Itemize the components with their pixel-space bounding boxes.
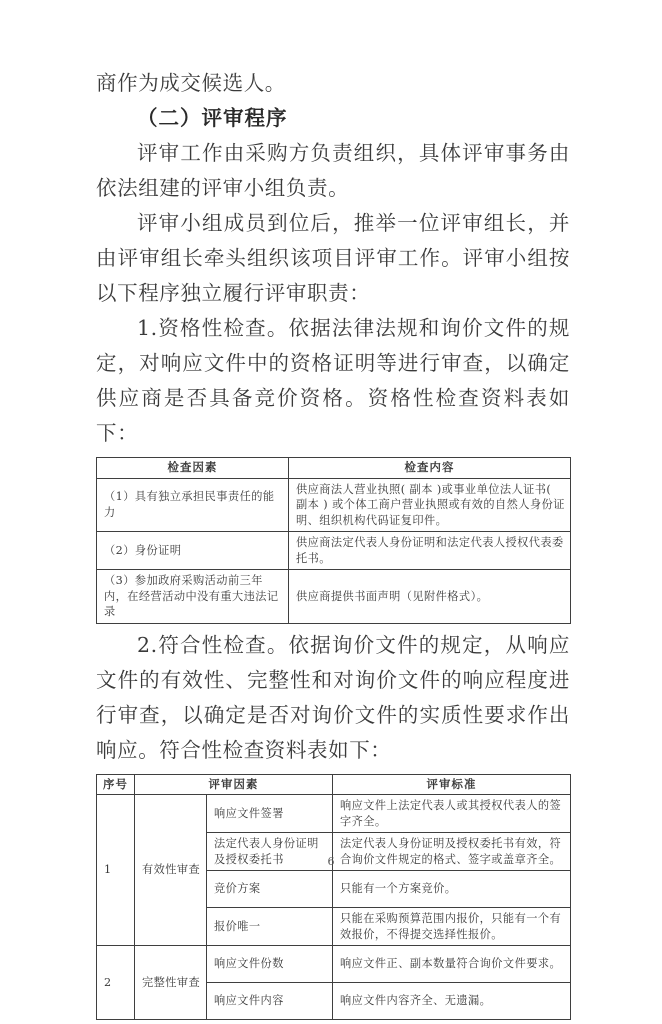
table-row <box>97 532 571 570</box>
table-header-row <box>97 774 571 795</box>
paragraph-compliance-check: 2.符合性检查。依据询价文件的规定，从响应文件的有效性、完整性和对询价文件的响应程度进行审查，以确定是否对询价文件的实质性要求作出响应。符合性检查资料表如下： <box>96 632 570 762</box>
table-row <box>97 795 571 833</box>
column-header-check-content: 检查内容 <box>289 458 571 479</box>
cell-review-factor: 响应文件内容 <box>207 983 333 1020</box>
cell-review-criteria: 只能在采购预算范围内报价，只能有一个有效报价，不得提交选择性报价。 <box>333 908 571 946</box>
cell-check-factor: （1）具有独立承担民事责任的能力 <box>97 478 289 532</box>
cell-check-content: 供应商法人营业执照( 副本 )或事业单位法人证书( 副本 ) 或个体工商户营业执照或有效的自然人身份证明、组织机构代码证复印件。 <box>289 478 571 532</box>
cell-review-criteria: 响应文件上法定代表人或其授权代表人的签字齐全。 <box>333 795 571 833</box>
table-row <box>97 946 571 983</box>
cell-review-category: 有效性审查 <box>135 795 207 946</box>
cell-review-category: 完整性审查 <box>135 946 207 1020</box>
paragraph-continuation: 商作为成交候选人。 <box>96 71 286 95</box>
cell-review-factor: 法定代表人身份证明及授权委托书 <box>207 833 333 871</box>
section-heading-evaluation-procedure: （二）评审程序 <box>137 106 288 130</box>
table-row <box>97 570 571 624</box>
column-header-check-factor: 检查因素 <box>97 458 289 479</box>
cell-review-criteria: 只能有一个方案竞价。 <box>333 871 571 908</box>
paragraph-evaluation-leader: 评审小组成员到位后，推举一位评审组长，并由评审组长牵头组织该项目评审工作。评审小组按以下程序独立履行评审职责： <box>96 211 570 305</box>
column-header-review-criteria: 评审标准 <box>333 774 571 795</box>
qualification-check-table <box>96 457 571 624</box>
cell-check-content: 供应商提供书面声明（见附件格式）。 <box>289 570 571 624</box>
page-number: 6 <box>327 855 335 868</box>
cell-serial-number: 1 <box>97 795 135 946</box>
column-header-review-factor: 评审因素 <box>135 774 333 795</box>
paragraph-qualification-check: 1.资格性检查。依据法律法规和询价文件的规定，对响应文件中的资格证明等进行审查，以确定供应商是否具备竞价资格。资格性检查资料表如下： <box>96 316 570 445</box>
paragraph-evaluation-organization: 评审工作由采购方负责组织，具体评审事务由依法组建的评审小组负责。 <box>96 141 570 200</box>
table-header-row <box>97 458 571 479</box>
cell-review-criteria: 响应文件内容齐全、无遗漏。 <box>333 983 571 1020</box>
table-row <box>97 478 571 532</box>
cell-review-factor: 响应文件份数 <box>207 946 333 983</box>
cell-check-factor: （3）参加政府采购活动前三年内，在经营活动中没有重大违法记录 <box>97 570 289 624</box>
cell-review-criteria: 法定代表人身份证明及授权委托书有效，符合询价文件规定的格式、签字或盖章齐全。 <box>333 833 571 871</box>
column-header-serial-number: 序号 <box>97 774 135 795</box>
cell-review-factor: 报价唯一 <box>207 908 333 946</box>
cell-serial-number: 2 <box>97 946 135 1020</box>
compliance-check-table <box>96 774 571 1021</box>
cell-check-factor: （2）身份证明 <box>97 532 289 570</box>
cell-review-criteria: 响应文件正、副本数量符合询价文件要求。 <box>333 946 571 983</box>
cell-review-factor: 竞价方案 <box>207 871 333 908</box>
cell-check-content: 供应商法定代表人身份证明和法定代表人授权代表委托书。 <box>289 532 571 570</box>
cell-review-factor: 响应文件签署 <box>207 795 333 833</box>
page-content <box>96 66 570 1024</box>
